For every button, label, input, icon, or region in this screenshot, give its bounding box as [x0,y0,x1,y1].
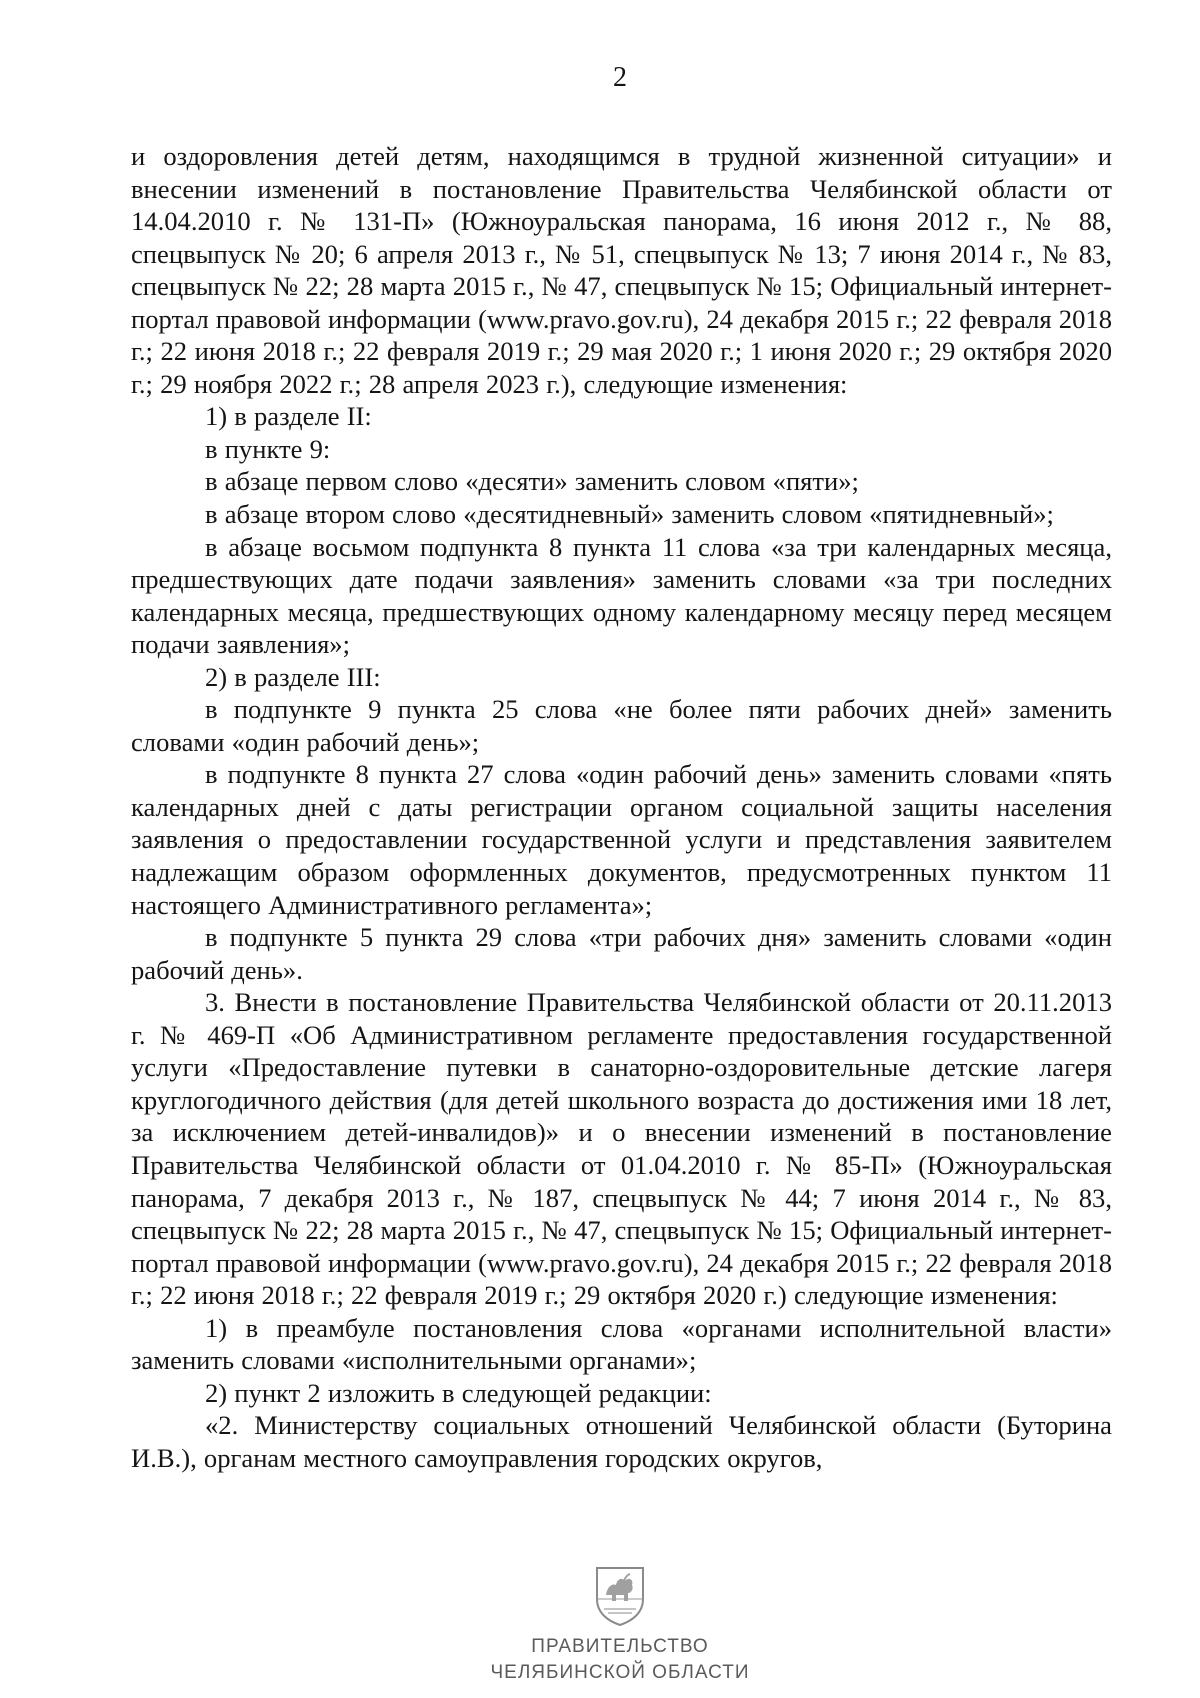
paragraph-continuation: и оздоровления детей детям, находящимся в трудной жизненной ситуации» и внесении изменений в постановление Правительства Челябинской области от 14.04.2010 г. № 131-П» (Южноуральская панорама, 16 июня 2012 г., № 88, спецвыпуск № 20; 6 апреля 2013 г., № 51, спецвыпуск № 13; 7 июня 2014 г., № 83, спецвыпуск № 22; 28 марта 2015 г., № 47, спецвыпуск № 15; Официальный интернет-портал правовой информации (www.pravo.gov.ru), 24 декабря 2015 г.; 22 февраля 2018 г.; 22 июня 2018 г.; 22 февраля 2019 г.; 29 мая 2020 г.; 1 июня 2020 г.; 29 октября 2020 г.; 29 ноября 2022 г.; 28 апреля 2023 г.), следующие изменения: [131,141,1112,399]
paragraph-item-point-9: в пункте 9: [205,433,331,464]
paragraph-item-section-2: 1) в разделе II: [205,401,372,432]
paragraph-first-abzac: в абзаце первом слово «десяти» заменить словом «пяти»; [205,466,859,497]
government-stamp [470,1565,770,1695]
paragraph-point-2: 2) пункт 2 изложить в следующей редакции: [205,1377,712,1408]
paragraph-preamble: 1) в преамбуле постановления слова «органами исполнительной власти» заменить словами «исполнительными органами»; [131,1312,1112,1376]
paragraph-quoted-point-2: «2. Министерству социальных отношений Челябинской области (Буторина И.В.), органам местного самоуправления городских округов, [131,1410,1112,1473]
paragraph-second-abzac: в абзаце втором слово «десятидневный» заменить словом «пятидневный»; [205,499,1054,530]
page-number: 2 [613,62,627,93]
paragraph-eighth-abzac: в абзаце восьмом подпункта 8 пункта 11 слова «за три календарных месяца, предшествующих дате подачи заявления» заменить словами «за три последних календарных месяца, предшествующих одному календарному месяцу перед месяцем подачи заявления»; [131,531,1112,660]
stamp-line-region: ЧЕЛЯБИНСКОЙ ОБЛАСТИ [490,1662,750,1683]
stamp-line-government: ПРАВИТЕЛЬСТВО [531,1636,709,1657]
document-body [131,140,1112,1474]
paragraph-subpoint-8: в подпункте 8 пункта 27 слова «один рабочий день» заменить словами «пять календарных дней с даты регистрации органом социальной защиты населения заявления о предоставлении государственной услуги и представления заявителем надлежащим образом оформленных документов, предусмотренных пунктом 11 настоящего Административного регламента»; [131,759,1112,920]
paragraph-subpoint-9: в подпункте 9 пункта 25 слова «не более пяти рабочих дней» заменить словами «один рабочий день»; [131,694,1112,757]
paragraph-point-3: 3. Внести в постановление Правительства Челябинской области от 20.11.2013 г. № 469-П «Об Административном регламенте предоставления государственной услуги «Предоставление путевки в санаторно-оздоровительные детские лагеря круглогодичного действия (для детей школьного возраста до достижения ими 18 лет, за исключением детей-инвалидов)» и о внесении изменений в постановление Правительства Челябинской области от 01.04.2010 г. № 85-П» (Южноуральская панорама, 7 декабря 2013 г., № 187, спецвыпуск № 44; 7 июня 2014 г., № 83, спецвыпуск № 22; 28 марта 2015 г., № 47, спецвыпуск № 15; Официальный интернет-портал правовой информации (www.pravo.gov.ru), 24 декабря 2015 г.; 22 февраля 2018 г.; 22 июня 2018 г.; 22 февраля 2019 г.; 29 октября 2020 г.) следующие изменения: [131,987,1112,1311]
chelyabinsk-coat-of-arms-icon [594,1565,646,1627]
paragraph-item-section-3: 2) в разделе III: [205,661,381,692]
paragraph-subpoint-5: в подпункте 5 пункта 29 слова «три рабочих дня» заменить словами «один рабочий день». [131,922,1112,985]
